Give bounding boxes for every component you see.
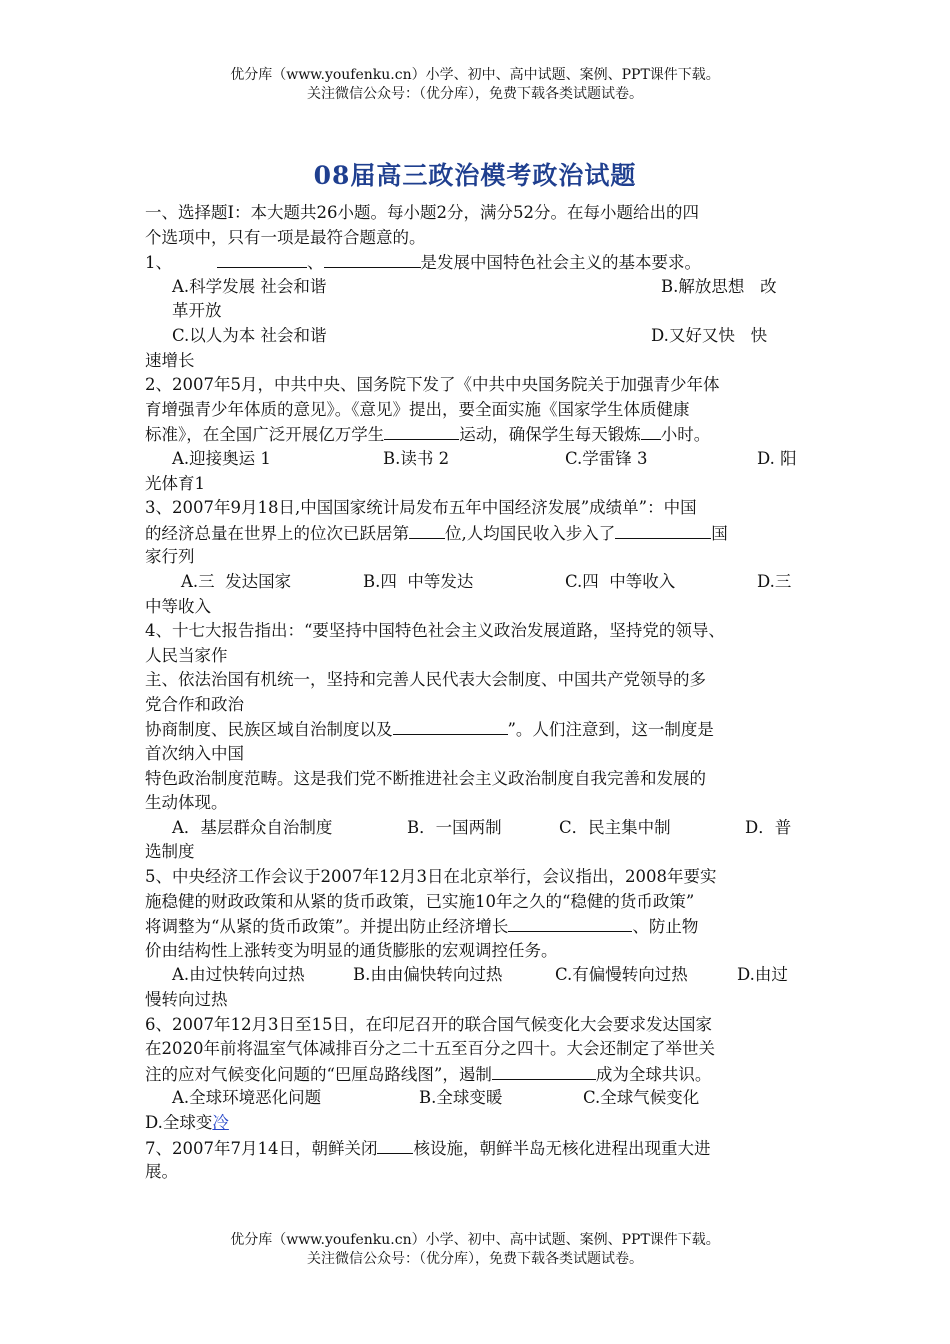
- question-text: 协商制度、民族区域自治制度以及: [145, 720, 393, 740]
- question-4-line: 4、十七大报告指出：“要坚持中国特色社会主义政治发展道路，坚持党的领导、: [145, 621, 725, 641]
- question-text: 将调整为“从紧的货币政策”。并提出防止经济增长: [145, 917, 509, 937]
- question-6-options: [145, 1086, 813, 1111]
- option-a: A.迎接奥运 1: [172, 448, 271, 468]
- intro-line: 一、选择题Ⅰ：本大题共26小题。每小题2分，满分52分。在每小题给出的四: [145, 203, 700, 222]
- answer-blank: [324, 250, 421, 268]
- option-d: D．普: [745, 817, 792, 837]
- option-a: A.由过快转向过热: [172, 965, 305, 985]
- intro-line: 个选项中，只有一项是最符合题意的。: [145, 227, 426, 247]
- question-text: 国: [711, 523, 728, 543]
- answer-blank: [409, 521, 445, 539]
- question-text: 7、2007年7月14日，朝鲜关闭: [145, 1138, 378, 1158]
- question-2-line: 2、2007年5月，中共中央、国务院下发了《中共中央国务院关于加强青少年体: [145, 375, 720, 395]
- option-b: B.四 中等发达: [363, 571, 474, 591]
- question-4-line: 主、依法治国有机统一，坚持和完善人民代表大会制度、中国共产党领导的多: [145, 670, 706, 690]
- question-text: 、防止物: [632, 917, 699, 937]
- answer-blank: [393, 717, 508, 735]
- question-6-line: 6、2007年12月3日至15日，在印尼召开的联合国气候变化大会要求发达国家: [145, 1014, 712, 1034]
- option-b: B．一国两制: [407, 817, 502, 837]
- question-5-line: 施稳健的财政政策和从紧的货币政策，已实施10年之久的“稳健的货币政策”: [145, 891, 695, 911]
- option-d: D.由过: [737, 965, 788, 985]
- header-line-2: 关注微信公众号：（优分库），免费下载各类试题试卷。: [307, 86, 643, 102]
- question-5-line: 5、中央经济工作会议于2007年12月3日在北京举行，会议指出，2008年要实: [145, 867, 717, 887]
- question-number: 1、: [145, 253, 172, 273]
- option-a: A．基层群众自治制度: [172, 817, 333, 837]
- option-d-cont: 慢转向过热: [145, 990, 228, 1009]
- question-2-line: 育增强青少年体质的意见》。《意见》提出，要全面实施《国家学生体质健康: [145, 399, 690, 419]
- option-a: A.科学发展 社会和谐: [172, 276, 327, 296]
- question-3-options: [145, 570, 813, 595]
- question-text: 的经济总量在世界上的位次已跃居第: [145, 523, 409, 543]
- question-1-options-ab: [145, 275, 813, 300]
- question-3-line: 3、2007年9月18日,中国国家统计局发布五年中国经济发展”成绩单”：中国: [145, 498, 697, 518]
- question-1-stem: [145, 250, 813, 275]
- option-c: C.以人为本 社会和谐: [172, 325, 327, 345]
- option-d-cont: 中等收入: [145, 596, 211, 616]
- question-text: 标准》，在全国广泛开展亿万学生: [145, 425, 385, 445]
- question-text: 运动，确保学生每天锻炼: [459, 425, 641, 445]
- footer-line-1: 优分库（www.youfenku.cn）小学、初中、高中试题、案例、PPT课件下载。: [230, 1232, 720, 1248]
- page-title: 08届高三政治模考政治试题: [313, 161, 637, 190]
- question-6-line: 在2020年前将温室气体减排百分之二十五至百分之四十。大会还制定了举世关: [145, 1039, 715, 1059]
- page-header: [0, 66, 950, 104]
- question-text: 注的应对气候变化问题的“巴厘岛路线图”，遏制: [145, 1064, 492, 1084]
- option-c: C.四 中等收入: [565, 571, 676, 591]
- option-d: D. 阳: [757, 448, 797, 468]
- option-b: B.全球变暖: [419, 1088, 503, 1108]
- question-4-options: [145, 816, 813, 841]
- header-line-1: 优分库（www.youfenku.cn）小学、初中、高中试题、案例、PPT课件下载。: [230, 67, 720, 83]
- question-text: 是发展中国特色社会主义的基本要求。: [420, 253, 701, 273]
- answer-blank: [384, 422, 459, 440]
- question-text: 成为全球共识。: [595, 1064, 712, 1084]
- question-text: ”。人们注意到，这一制度是: [507, 720, 714, 740]
- option-a: A.三 发达国家: [181, 571, 292, 591]
- question-7-line: 展。: [145, 1162, 178, 1182]
- answer-blank: [377, 1136, 413, 1154]
- page-footer: [0, 1231, 950, 1269]
- link-cold[interactable]: 冷: [212, 1112, 229, 1132]
- question-5-line: [145, 914, 813, 939]
- option-c: C．民主集中制: [559, 817, 671, 837]
- option-b-cont: 革开放: [172, 301, 222, 321]
- answer-blank: [217, 250, 307, 268]
- question-2-options: [145, 447, 813, 472]
- question-4-line: 党合作和政治: [145, 694, 244, 714]
- answer-blank: [615, 521, 711, 539]
- option-d-cont: 选制度: [145, 842, 195, 862]
- question-text: 核设施，朝鲜半岛无核化进程出现重大进: [413, 1138, 711, 1158]
- question-3-line: 家行列: [145, 547, 195, 567]
- question-2-line: [145, 422, 813, 447]
- footer-line-2: 关注微信公众号：（优分库），免费下载各类试题试卷。: [307, 1251, 643, 1267]
- question-6-line: [145, 1062, 813, 1087]
- option-d-line: [145, 1111, 813, 1136]
- option-d-cont: 速增长: [145, 350, 195, 370]
- question-3-line: [145, 521, 813, 546]
- question-1-options-cd: [145, 324, 813, 349]
- question-4-line: 人民当家作: [145, 645, 228, 665]
- option-d: D.三: [757, 571, 792, 591]
- option-d: D.全球变: [145, 1112, 213, 1132]
- question-5-options: [145, 963, 813, 988]
- question-5-line: 价由结构性上涨转变为明显的通货膨胀的宏观调控任务。: [145, 940, 558, 960]
- question-4-line: 特色政治制度范畴。这是我们党不断推进社会主义政治制度自我完善和发展的: [145, 768, 706, 788]
- question-4-line: 首次纳入中国: [145, 744, 244, 764]
- question-4-line: [145, 717, 813, 742]
- question-7-line: [145, 1136, 813, 1161]
- option-b: B.解放思想 改: [661, 276, 777, 296]
- answer-blank: [641, 422, 661, 440]
- option-b: B.读书 2: [383, 448, 450, 468]
- option-a: A.全球环境恶化问题: [172, 1088, 322, 1108]
- question-4-line: 生动体现。: [145, 793, 228, 813]
- separator: 、: [307, 253, 324, 273]
- option-b: B.由由偏快转向过热: [353, 965, 503, 985]
- question-body: [145, 201, 813, 1185]
- answer-blank: [492, 1062, 596, 1080]
- question-text: 小时。: [660, 425, 711, 445]
- option-d-cont: 光体育1: [145, 473, 205, 493]
- option-c: C.学雷锋 3: [565, 448, 648, 468]
- question-text: 位,人均国民收入步入了: [445, 523, 616, 543]
- option-c: C.全球气候变化: [583, 1088, 700, 1108]
- answer-blank: [508, 914, 632, 932]
- option-c: C.有偏慢转向过热: [555, 965, 688, 985]
- option-d: D.又好又快 快: [651, 325, 768, 345]
